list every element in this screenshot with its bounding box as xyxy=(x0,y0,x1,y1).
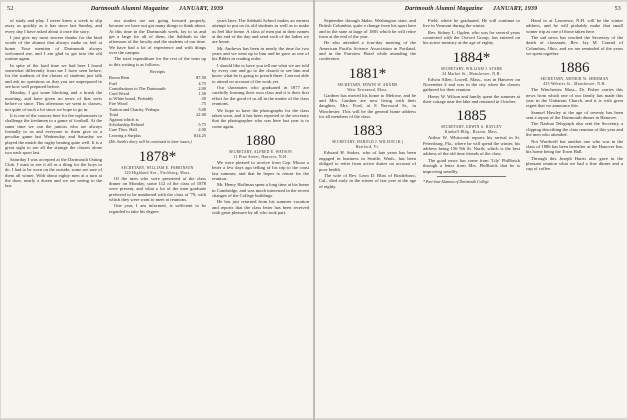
paragraph: The total expenditure for the rest of the term up to this writing is as follows: xyxy=(109,56,206,67)
right-running-head xyxy=(321,6,621,15)
paragraph: our studies are not going forward properly, because we have not got many things to think about. At this time in the Dartmouth week, lay to us and get a large for all of them, the Sabbath in the afternoon of the faculty and the students of our time. We have had a lot of experience and with things over the campus. xyxy=(109,18,206,56)
row-label: Contributions to The Dartmouth xyxy=(109,85,166,91)
row-label: Leaving a Surplus xyxy=(109,132,141,138)
right-header-center xyxy=(321,6,621,12)
paragraph: Edward H. Stokes, who of late years has been engaged in business in Seattle, Wash., has been obliged to retire from active duties on account of poor health. xyxy=(319,150,416,172)
paragraph: Through this Joseph Harris also gave in the pleasant reunion what we had a fine dinner and a cup of coffee. xyxy=(526,155,623,172)
row-label: Card Wood xyxy=(109,91,129,97)
left-running-head xyxy=(7,6,307,15)
footnote-divider xyxy=(437,176,506,177)
paragraph: The Nashua Telegraph also sent the Secretary a clipping describing the class reunion of this year and the men who attended. xyxy=(526,121,623,138)
row-label: Fuel xyxy=(109,80,117,86)
left-page-number: 52 xyxy=(7,6,14,12)
right-page-number: 53 xyxy=(614,6,621,12)
paragraph: We were pleased to receive from Cap. Moore a letter a few days ago telling of his trip to the coast last summer, and that he hopes to return for the reunion. xyxy=(212,159,309,181)
secretary-address: 120 Highland Ave., Fitchburg, Mass. xyxy=(124,170,191,175)
right-page xyxy=(315,2,627,418)
class-year-heading: 1883 xyxy=(352,123,383,140)
paragraph: Saturday I was accepted at the Dartmouth Outing Club. I want to see it all as a thing for the boys to do. I had to be worn on the outside, some are sure of them all winter. With about eighty men at a turn at the door, nearly a dozen and we are seeing to the last. xyxy=(5,156,102,189)
paragraph: Rev. Sidney L. Ogden, who was for several years connected with the Oxford Group, has entered on his active ministry at the age of eighty. xyxy=(423,29,520,46)
paragraph: Hand in at Lawrence, N.H. will be the winter address, and he will probably make that small winter trip as one of those taken here. xyxy=(526,18,623,34)
paragraph: Of the men who were presented at the class dinner on Monday, some 112 of the class of 1878 were present, and what a lot of the men graduate preferred to be numbered with the class of '79, with which they were wont to meet at reunions. xyxy=(109,175,206,203)
row-label: Scholarship Refund xyxy=(109,122,144,128)
row-value: 5.00 xyxy=(198,106,206,112)
paragraph: Edwin Allen, Lowell, Mass., was in Hanover on November 4 and was in the city when the classes gathered for their reunion. xyxy=(423,76,520,93)
class-secretary: SECRETARY, ALFRED E. WATSON xyxy=(228,149,293,154)
class-year-heading: 1885 xyxy=(456,108,487,125)
right-magazine-title: Dartmouth Alumni Magazine xyxy=(404,6,483,12)
secretary-address: 11 Pine Street, Hanover, N.H. xyxy=(233,154,288,159)
paragraph: He has just returned from his summer vacation and reports that the class letter has been received with great pleasure by all who took part. xyxy=(212,199,309,215)
secretary-address: Hartford, Vt. xyxy=(355,145,380,150)
row-value: 1.50 xyxy=(198,91,206,97)
row-value: 2.00 xyxy=(198,85,206,91)
paragraph: Monday, I got some blocking and a brush the morning, and have given no news of that sorts before or since. This afternoon we went to classes, not quite of such a lot since we hope to go in. xyxy=(5,90,102,112)
row-value: .75 xyxy=(200,101,206,107)
row-label: Fire Wood xyxy=(109,101,128,107)
left-date: JANUARY, 1939 xyxy=(179,6,224,12)
left-magazine-title: Dartmouth Alumni Magazine xyxy=(90,6,169,12)
paragraph: One year, I am informed, is sufficient to be regarded to take his degree. xyxy=(109,203,206,214)
class-secretary: SECRETARY, ARTHUR W. SHERMAN xyxy=(540,77,609,82)
row-value: 5.75 xyxy=(198,122,206,128)
class-secretary: SECRETARY, WILLIAM J. STARR xyxy=(440,66,503,71)
left-column-2 xyxy=(109,18,206,416)
secretary-address: Kimball Bldg., Boston, Mass. xyxy=(444,130,499,135)
expense-table xyxy=(109,75,206,137)
row-label: Tuition and Charity, Perhaps xyxy=(109,106,160,112)
paragraph: The good news has come from 'Lily' Phillbrick through a letter from Mrs. Phillbrick that he is improving steadily. xyxy=(423,157,520,174)
class-year-heading: 1884* xyxy=(452,49,491,66)
paragraph: years later. The Sabbath School makes an earnest attempt to put on its old students as well as to make us feel like home. A class of men put in their names at the end of the day and send each of the ladies we are home. xyxy=(212,18,309,45)
row-value: 22.00 xyxy=(196,111,206,117)
paragraph: September through Idaho, Washington state, and British Columbia, quite a change from his sport here and in the state at large of 1881 which he will retire from at the end of the year. xyxy=(319,18,416,40)
row-label: Against which is xyxy=(109,117,139,123)
paragraph: of study and play. I never knew a week to slip away as quickly as it has since last Sunday, and every day I have asked about it once the story. xyxy=(5,18,102,34)
secretary-address: West Townsend, Mass. xyxy=(347,87,388,92)
paragraph: The wife of Rev. Leon D. Bliss of Brattleboro, Cal., died early in the winter of last year at the age of eighty. xyxy=(319,172,416,189)
paragraph: The sad news has reached the Secretary of the death of classmate, Rev. Jay M. Conrad of Columbus, Ohio, and we are reminded of the years we spent together. xyxy=(526,35,623,57)
paragraph: Field, where he graduated. He will continue to live in Vermont during the winter. xyxy=(423,18,520,29)
paragraph: In spite of the hard time we had here I found somewhat differently from me I have seen before, for the students of the classes of students just talk and ask no questions so that you are unprepared to see how well prepared before. xyxy=(5,62,102,90)
left-page xyxy=(1,2,313,418)
row-label: Room Rent xyxy=(109,75,130,81)
paragraph: Henry W. Wilson and family spent the summer at their cottage near the lake and returned in October. xyxy=(423,93,520,105)
left-column-1 xyxy=(5,18,102,416)
class-secretary: SECRETARY, EDWIN A. BAYLEY xyxy=(441,125,502,130)
expense-table-title: Receipts xyxy=(149,69,166,75)
right-column-3 xyxy=(526,18,623,416)
class-year-heading: 1878* xyxy=(138,148,177,165)
secretary-address: 24 Market St., Manchester, N.H. xyxy=(442,71,501,76)
footnote: * Part-time Alumnus of Dartmouth College xyxy=(423,179,489,184)
class-secretary: SECRETARY, WILLIAM E. PARKINSON xyxy=(121,165,194,170)
row-value: 2.00 xyxy=(198,127,206,133)
paragraph: Not Wardwell but another one who was in the class of 1886 has been hereafter at the Hanover Inn, his home being the Town Hall. xyxy=(526,138,623,155)
paragraph: Mr. Henry Hoffman spent a long time at his home in Cambridge, and was much interested in the recent changes of the College buildings. xyxy=(212,182,309,198)
right-date: JANUARY, 1939 xyxy=(493,6,538,12)
table-row xyxy=(109,133,206,138)
right-column-2 xyxy=(423,18,520,416)
class-year-heading: 1886 xyxy=(559,60,590,77)
paragraph: Arthur W. Whitcomb reports his arrival in St. Petersburg, Fla., where he will spend the winter, his address being 156 9th St. North, which is the best address of the old time friends of the class. xyxy=(423,135,520,157)
paragraph: The Winchester, Mass., Dr. Fisher carries this news from which one of our family has made this year in the Unitarian Church, and it is with great regret that we announce this. xyxy=(526,87,623,109)
paragraph: Gardner has moved his home to Melrose, and he and Mrs. Gardner are now living with their daughter, Mrs. Ford, at 8 Norwood St., in Winchester. This will be the general home address for all members of the class. xyxy=(319,92,416,120)
paragraph: I should like to have you tell me what we are told by every one and go to the church to see him and know what he is going to preach there. I am not able to attend on account of the work yet. xyxy=(212,62,309,84)
paragraph: Mr. Andrews has been in nearly the time for two years and we went up to him and he gave us one of his Bibles in reading order. xyxy=(212,45,309,62)
row-value: 4.75 xyxy=(198,80,206,86)
paragraph: Our classmates who graduated in 1877 are carefully forming their own class and it is their first effort for the good of us all in the matter of the class reunions. xyxy=(212,85,309,107)
left-column-3 xyxy=(212,18,309,416)
row-label: to White board, Probably xyxy=(109,96,154,102)
class-year-heading: 1880 xyxy=(245,132,276,149)
class-secretary: SECRETARY, HAROLD J. WILSON (R.) xyxy=(332,140,403,145)
left-header-center xyxy=(7,6,307,12)
row-value: $7.50 xyxy=(196,75,206,81)
paragraph: It is one of the courses here for the sophomores to challenge the freshmen to a game of football. At the same time we can the juniors who are always formally to us and everyone to them give us a peculiar game last Wednesday, and Saturday we played the match the rugby beating quite well. It is a great sight to see all the strange the classes alone two each sport last. xyxy=(5,112,102,156)
class-year-heading: 1881* xyxy=(348,65,387,82)
secretary-address: 435 Webster St., Manchester, N.H. xyxy=(543,82,606,87)
class-secretary: SECRETARY, EDWIN W. ADAMS xyxy=(337,82,398,87)
row-value: $14.25 xyxy=(193,132,206,138)
paragraph: I just give my most sincere thanks for the kind words of the alumni that always make us feel at home. Your mention of Dartmouth always welcomed me, and I am glad to get into the old routine again. xyxy=(5,35,102,62)
paragraph: He also attended a four-day meeting of the American Pacific Science Association in Portland, and in the Fairview Hotel while attending the conference. xyxy=(319,40,416,62)
diary-note: (Mr. Smith's diary will be continued in later issues.) xyxy=(109,138,192,144)
paragraph: Samuel Hawley at the age of seventy has been sent a report of the Dartmouth dinner in Hanover. xyxy=(526,109,623,121)
row-label: Care Thos. Hall xyxy=(109,127,137,133)
row-label: Total xyxy=(109,111,118,117)
right-column-1 xyxy=(319,18,416,416)
paragraph: We hope to have the photographs for the class taken soon, and it has been reported to the secretary that the photographer who was here last year is to come again. xyxy=(212,107,309,129)
row-value: .50 xyxy=(200,96,206,102)
